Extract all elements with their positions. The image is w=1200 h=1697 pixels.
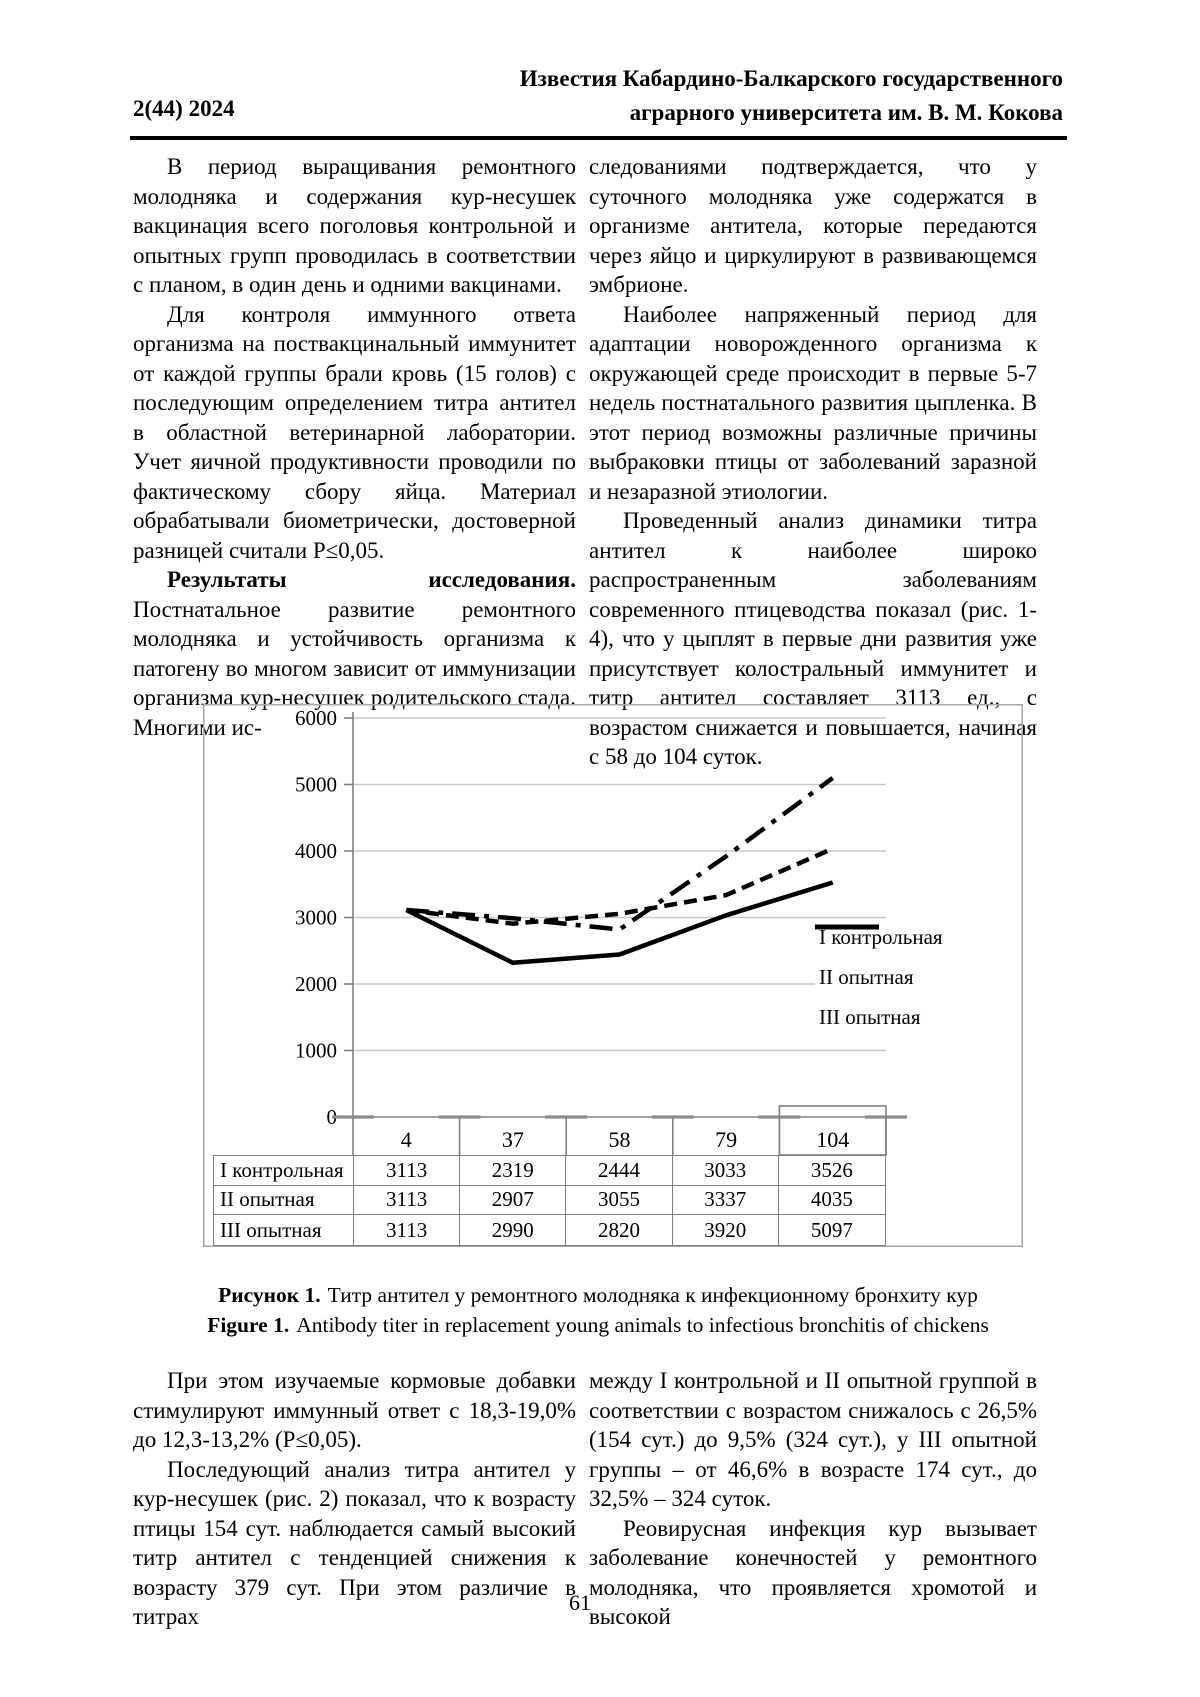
table-value-cell: 3033 bbox=[673, 1156, 779, 1186]
table-value-cell: 2820 bbox=[566, 1215, 672, 1245]
y-tick-label: 4000 bbox=[295, 839, 337, 863]
y-tick-label: 0 bbox=[326, 1105, 337, 1129]
x-category-label: 104 bbox=[816, 1127, 850, 1152]
text-column-top-right bbox=[589, 152, 1037, 772]
table-value-cell: 3920 bbox=[673, 1215, 779, 1245]
paragraph: Последующий анализ титра антител у кур-несушек (рис. 2) показал, что к возрасту птицы 154 сут. наблюдается самый высокий титр антител с тенденцией снижения к возрасту 379 сут. При этом различие в титрах bbox=[133, 1456, 576, 1629]
table-row-header: II опытная bbox=[214, 1186, 354, 1216]
journal-title bbox=[400, 62, 1063, 130]
table-row-header: III опытная bbox=[214, 1215, 354, 1245]
figure-caption-en-text: Antibody titer in replacement young animals to infectious bronchitis of chickens bbox=[296, 1313, 989, 1337]
figure-caption bbox=[133, 1280, 1063, 1340]
table-value-cell: 2990 bbox=[460, 1215, 566, 1245]
table-value-cell: 3113 bbox=[354, 1156, 460, 1186]
y-tick-label: 3000 bbox=[295, 905, 337, 930]
text-column-top-left bbox=[133, 152, 576, 742]
page-number: 61 bbox=[569, 1590, 591, 1615]
paragraph: между I контрольной и II опытной группой в соответствии с возрастом снижалось с 26,5% (154 сут.) до 9,5% (324 сут.), у III опытной группы – от 46,6% в возрасте 174 сут., до 32,5% – 324 суток. bbox=[589, 1368, 1037, 1511]
figure-caption-ru-label: Рисунок 1. bbox=[218, 1283, 321, 1307]
legend-label: III опытная bbox=[819, 1005, 921, 1029]
paragraph: Результаты исследования. Постнатальное развитие ремонтного молодняка и устойчивость организма к патогену во многом зависит от иммунизации организма кур-несушек родительского стада. Многими ис- bbox=[133, 567, 576, 740]
table-value-cell: 3526 bbox=[779, 1156, 885, 1186]
x-category-label: 79 bbox=[715, 1127, 738, 1152]
table-value-cell: 5097 bbox=[810, 1217, 853, 1242]
paragraph: следованиями подтверждается, что у суточного молодняка уже содержатся в организме антитела, которые передаются через яйцо и циркулируют в развивающемся эмбрионе. bbox=[589, 154, 1037, 297]
table-value-cell: 3055 bbox=[566, 1186, 672, 1216]
legend-entry bbox=[819, 964, 943, 991]
issue-number: 2(44) 2024 bbox=[133, 96, 235, 121]
figure-caption-en bbox=[133, 1310, 1063, 1340]
y-tick-label: 6000 bbox=[295, 706, 337, 730]
x-category-label: 37 bbox=[501, 1127, 524, 1152]
legend-line-swatch bbox=[815, 922, 879, 932]
legend-label: II опытная bbox=[819, 965, 914, 989]
journal-title-line1: Известия Кабардино-Балкарского государственного bbox=[519, 66, 1063, 91]
figure-caption-ru-text: Титр антител у ремонтного молодняка к инфекционному бронхиту кур bbox=[327, 1283, 978, 1307]
paragraph: Реовирусная инфекция кур вызывает заболевание конечностей у ремонтного молодняка, что проявляется хромотой и высокой bbox=[589, 1515, 1037, 1629]
paragraph-lead: Результаты исследования. bbox=[167, 567, 576, 592]
journal-title-line2: аграрного университета им. В. М. Кокова bbox=[629, 100, 1063, 125]
y-tick-label: 2000 bbox=[295, 972, 337, 996]
series-line-3 bbox=[406, 778, 832, 930]
paragraph: При этом изучаемые кормовые добавки стимулируют иммунный ответ с 18,3-19,0% до 12,3-13,2% (Р≤0,05). bbox=[133, 1368, 576, 1452]
series-line-1 bbox=[406, 883, 832, 963]
chart-data-table bbox=[213, 1155, 886, 1246]
x-category-label: 58 bbox=[608, 1127, 631, 1152]
legend-label: I контрольная bbox=[819, 925, 943, 949]
x-category-label: 4 bbox=[400, 1127, 412, 1152]
figure-1-chart bbox=[203, 704, 1023, 1247]
paragraph: Проведенный анализ динамики титра антител к наиболее широко распространенным заболеваниям современного птицеводства показал (рис. 1-4), что у цыплят в первые дни развития уже присутствует колостральный иммунитет и титр антител составляет 3113 ед., с возрастом снижается и повышается, начиная с 58 до 104 суток. bbox=[589, 508, 1037, 769]
paragraph: В период выращивания ремонтного молодняка и содержания кур-несушек вакцинация всего поголовья контрольной и опытных групп проводилась в соответствии с планом, в один день и одними вакцинами. bbox=[133, 154, 576, 297]
table-value-cell: 3113 bbox=[354, 1215, 460, 1245]
table-value-cell: 3113 bbox=[354, 1186, 460, 1216]
table-value-cell: 2444 bbox=[566, 1156, 672, 1186]
table-value-cell: 3337 bbox=[673, 1186, 779, 1216]
table-value-cell: 4035 bbox=[779, 1186, 885, 1216]
paragraph: Для контроля иммунного ответа организма на поствакцинальный иммунитет от каждой группы брали кровь (15 голов) с последующим определением титра антител в областной ветеринарной лаборатории. Учет яичной продуктивности проводили по фактическому сбору яйца. Материал обрабатывали биометрически, достоверной разницей считали Р≤0,05. bbox=[133, 301, 576, 563]
figure-caption-ru bbox=[133, 1280, 1063, 1310]
table-row-header: I контрольная bbox=[214, 1156, 354, 1186]
table-value-cell: 2907 bbox=[460, 1186, 566, 1216]
header-rule bbox=[130, 136, 1067, 140]
legend-entry bbox=[819, 1004, 943, 1031]
chart-legend bbox=[815, 922, 947, 1033]
figure-caption-en-label: Figure 1. bbox=[207, 1313, 290, 1337]
y-tick-label: 5000 bbox=[295, 772, 337, 797]
paragraph: Наиболее напряженный период для адаптации новорожденного организма к окружающей среде происходит в первые 5-7 недель постнатального развития цыпленка. В этот период возможны различные причины выбраковки птицы от заболеваний заразной и незаразной этиологии. bbox=[589, 301, 1037, 504]
table-value-cell: 2319 bbox=[460, 1156, 566, 1186]
series-line-2 bbox=[406, 849, 832, 924]
y-tick-label: 1000 bbox=[295, 1038, 337, 1063]
